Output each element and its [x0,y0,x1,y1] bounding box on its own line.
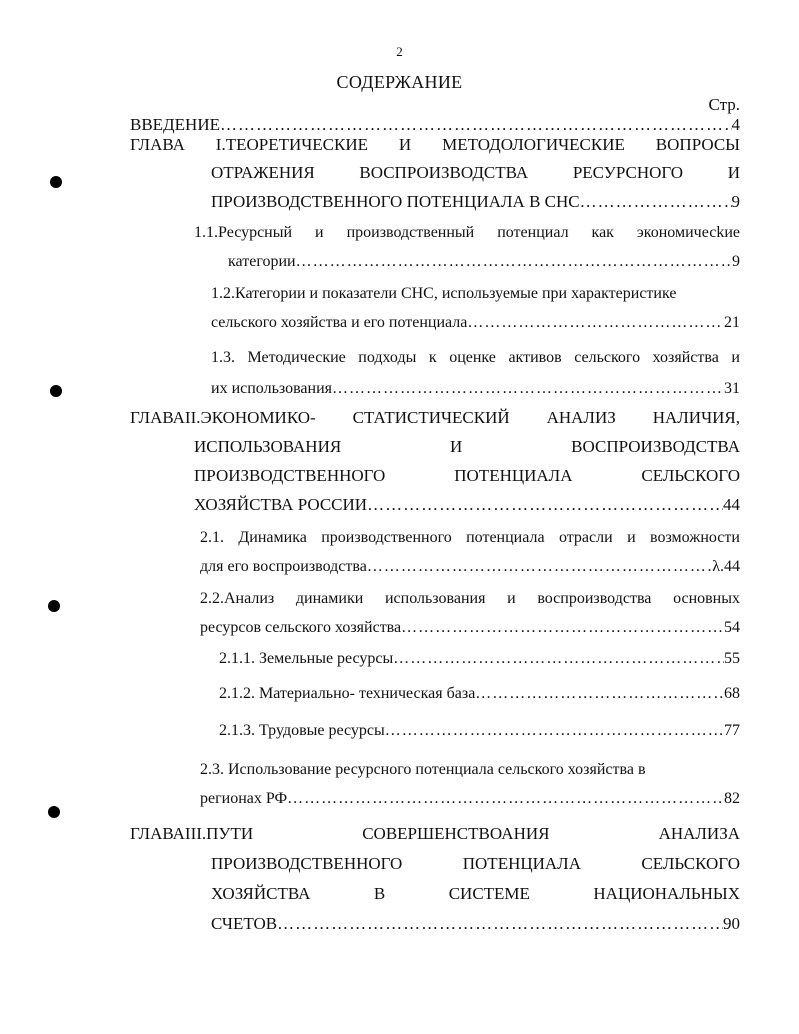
punch-hole [48,806,60,818]
toc-section-2-3-line1: 2.3. Использование ресурсного потенциала сельского хозяйства в [200,761,646,778]
leader-dots [332,378,724,400]
toc-chapter-2-line4: ХОЗЯЙСТВА РОССИИ …………………………………………………………………………………………………………………………………………………………………………………………………… 44 [194,494,740,516]
leader-dots [467,312,724,334]
leader-dots [580,191,732,213]
toc-page: 54 [724,619,740,636]
toc-page: 31 [724,380,740,397]
toc-section-2-2-line1: 2.2.Анализ динамики использования и воспроизводства основных [200,590,740,607]
toc-chapter-1-line3: ПРОИЗВОДСТВЕННОГО ПОТЕНЦИАЛА В СНС …………………………………………………………………………………………………………………………………………………………………………………………………… 9 [211,191,740,213]
toc-chapter-3-line4: СЧЕТОВ …………………………………………………………………………………………………………………………………………………………………………………………………… 90 [211,913,740,935]
punch-hole [50,176,62,188]
toc-section-1-1-line2: категории …………………………………………………………………………………………………………………………………………………………………………………………………… 9 [228,251,740,273]
punch-hole [48,600,60,612]
leader-dots [367,556,712,578]
toc-chapter-1-line2: ОТРАЖЕНИЯ ВОСПРОИЗВОДСТВА РЕСУРСНОГО И [211,163,740,182]
punch-hole [50,385,62,397]
leader-dots [475,683,724,705]
leader-dots [385,720,724,742]
toc-section-2-1-line1: 2.1. Динамика производственного потенциала отрасли и возможности [200,529,740,546]
leader-dots [393,648,724,670]
toc-page: 55 [724,650,740,667]
toc-page: 90 [723,914,740,933]
leader-dots [296,251,732,273]
toc-page: 82 [724,790,740,807]
toc-page: 9 [732,253,740,270]
page-column-label: Стр. [708,95,740,114]
toc-page: 77 [724,722,740,739]
toc-subsection-2-1-2: 2.1.2. Материально- техническая база …………………………………………………………………………………………………………………………………………………………………………………………………… 68 [219,683,740,705]
toc-chapter-3-line1: ГЛАВАIII.ПУТИ СОВЕРШЕНСТВОАНИЯ АНАЛИЗА [130,824,740,843]
toc-page: 4 [731,115,740,134]
toc-page: 44 [723,495,740,514]
toc-entry-intro [130,114,740,136]
toc-page: 21 [724,314,740,331]
leader-dots [367,494,723,516]
leader-dots [287,788,724,810]
leader-dots [220,114,732,136]
toc-section-1-2-line2: сельского хозяйства и его потенциала …………………………………………………………………………………………………………………………………………………………………………………………………… 21 [211,312,740,334]
toc-section-1-1-line1: 1.1.Ресурсный и производственный потенциал как экономичесkие [194,224,740,241]
toc-section-2-3-line2: регионах РФ …………………………………………………………………………………………………………………………………………………………………………………………………… 82 [200,788,740,810]
toc-page: 68 [724,685,740,702]
toc-chapter-2-line3: ПРОИЗВОДСТВЕННОГО ПОТЕНЦИАЛА СЕЛЬСКОГО [194,466,740,485]
leader-dots [401,617,724,639]
toc-chapter-2-line1: ГЛАВАII.ЭКОНОМИКО- СТАТИСТИЧЕСКИЙ АНАЛИЗ НАЛИЧИЯ, [130,408,740,427]
toc-section-2-2-line2: ресурсов сельского хозяйства …………………………………………………………………………………………………………………………………………………………………………………………………… 54 [200,617,740,639]
toc-subsection-2-1-1: 2.1.1. Земельные ресурсы …………………………………………………………………………………………………………………………………………………………………………………………………… 55 [219,648,740,670]
leader-dots [277,913,723,935]
toc-chapter-3-line2: ПРОИЗВОДСТВЕННОГО ПОТЕНЦИАЛА СЕЛЬСКОГО [211,854,740,873]
toc-title: ВВЕДЕНИЕ [130,115,220,134]
toc-section-1-3-line1: 1.3. Методические подходы к оценке активов сельского хозяйства и [211,349,740,366]
toc-page: λ.44 [712,558,740,575]
toc-subsection-2-1-3: 2.1.3. Трудовые ресурсы …………………………………………………………………………………………………………………………………………………………………………………………………… 77 [219,720,740,742]
toc-chapter-2-line2: ИСПОЛЬЗОВАНИЯ И ВОСПРОИЗВОДСТВА [194,437,740,456]
toc-section-2-1-line2: для его воспроизводства …………………………………………………………………………………………………………………………………………………………………………………………………… λ.44 [200,556,740,578]
toc-chapter-3-line3: ХОЗЯЙСТВА В СИСТЕМЕ НАЦИОНАЛЬНЫХ [211,884,740,903]
toc-page: 9 [731,192,740,211]
toc-chapter-1-line1: ГЛАВА I.ТЕОРЕТИЧЕСКИЕ И МЕТОДОЛОГИЧЕСКИЕ ВОПРОСЫ [130,135,740,154]
page-title: СОДЕРЖАНИЕ [336,72,463,92]
toc-section-1-2-line1: 1.2.Категории и показатели СНС, используемые при характеристике [211,285,677,302]
page-number: 2 [396,44,403,59]
toc-section-1-3-line2: их использования …………………………………………………………………………………………………………………………………………………………………………………………………… 31 [211,378,740,400]
